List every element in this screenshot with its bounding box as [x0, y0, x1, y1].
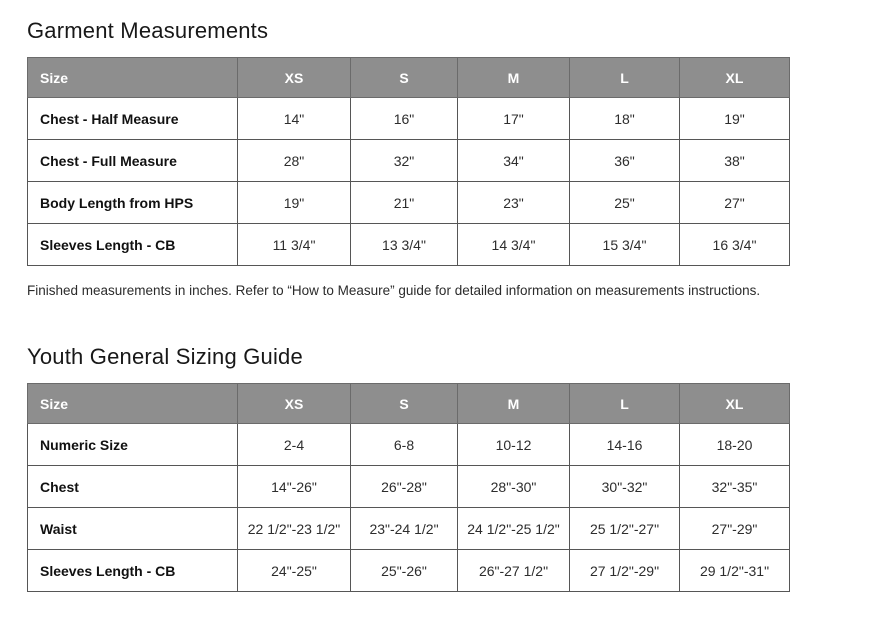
value-cell: 2-4 [238, 424, 351, 466]
value-cell: 28"-30" [458, 466, 570, 508]
garment-header-row [28, 58, 790, 98]
row-label-cell: Sleeves Length - CB [28, 224, 238, 266]
row-label-cell: Chest [28, 466, 238, 508]
value-cell: 27 1/2"-29" [570, 550, 680, 592]
youth-sizing-guide-title: Youth General Sizing Guide [27, 344, 303, 369]
value-cell: 32"-35" [680, 466, 790, 508]
value-cell: 18-20 [680, 424, 790, 466]
value-cell: 22 1/2"-23 1/2" [238, 508, 351, 550]
value-cell: 27"-29" [680, 508, 790, 550]
youth-header-size: Size [28, 384, 238, 424]
garment-measurements-title: Garment Measurements [27, 18, 269, 43]
value-cell: 25"-26" [351, 550, 458, 592]
table-row [28, 550, 790, 592]
value-cell: 25" [570, 182, 680, 224]
value-cell: 23" [458, 182, 570, 224]
youth-header-m: M [458, 384, 570, 424]
value-cell: 25 1/2"-27" [570, 508, 680, 550]
value-cell: 6-8 [351, 424, 458, 466]
table-row [28, 466, 790, 508]
value-cell: 16" [351, 98, 458, 140]
value-cell: 34" [458, 140, 570, 182]
table-row [28, 140, 790, 182]
garment-measurements-table [27, 57, 790, 266]
row-label-cell: Body Length from HPS [28, 182, 238, 224]
row-label-cell: Chest - Full Measure [28, 140, 238, 182]
value-cell: 14 3/4" [458, 224, 570, 266]
value-cell: 24 1/2"-25 1/2" [458, 508, 570, 550]
row-label-cell: Chest - Half Measure [28, 98, 238, 140]
table-row [28, 98, 790, 140]
table-row [28, 508, 790, 550]
garment-header-l: L [570, 58, 680, 98]
value-cell: 19" [238, 182, 351, 224]
youth-header-xl: XL [680, 384, 790, 424]
value-cell: 14"-26" [238, 466, 351, 508]
measurements-note: Finished measurements in inches. Refer to “How to Measure” guide for detailed information on measurements instructions. [27, 283, 761, 298]
value-cell: 29 1/2"-31" [680, 550, 790, 592]
youth-header-xs: XS [238, 384, 351, 424]
table-row [28, 224, 790, 266]
value-cell: 14-16 [570, 424, 680, 466]
youth-header-l: L [570, 384, 680, 424]
value-cell: 24"-25" [238, 550, 351, 592]
value-cell: 21" [351, 182, 458, 224]
garment-header-s: S [351, 58, 458, 98]
garment-header-xl: XL [680, 58, 790, 98]
value-cell: 17" [458, 98, 570, 140]
youth-header-s: S [351, 384, 458, 424]
garment-header-xs: XS [238, 58, 351, 98]
value-cell: 18" [570, 98, 680, 140]
youth-sizing-guide-table [27, 383, 790, 592]
table-row [28, 424, 790, 466]
value-cell: 15 3/4" [570, 224, 680, 266]
value-cell: 16 3/4" [680, 224, 790, 266]
row-label-cell: Sleeves Length - CB [28, 550, 238, 592]
value-cell: 38" [680, 140, 790, 182]
value-cell: 26"-28" [351, 466, 458, 508]
value-cell: 26"-27 1/2" [458, 550, 570, 592]
value-cell: 27" [680, 182, 790, 224]
garment-header-m: M [458, 58, 570, 98]
value-cell: 14" [238, 98, 351, 140]
garment-header-size: Size [28, 58, 238, 98]
value-cell: 13 3/4" [351, 224, 458, 266]
row-label-cell: Numeric Size [28, 424, 238, 466]
value-cell: 11 3/4" [238, 224, 351, 266]
youth-header-row [28, 384, 790, 424]
row-label-cell: Waist [28, 508, 238, 550]
table-row [28, 182, 790, 224]
value-cell: 10-12 [458, 424, 570, 466]
value-cell: 19" [680, 98, 790, 140]
value-cell: 23"-24 1/2" [351, 508, 458, 550]
value-cell: 32" [351, 140, 458, 182]
value-cell: 30"-32" [570, 466, 680, 508]
value-cell: 36" [570, 140, 680, 182]
value-cell: 28" [238, 140, 351, 182]
